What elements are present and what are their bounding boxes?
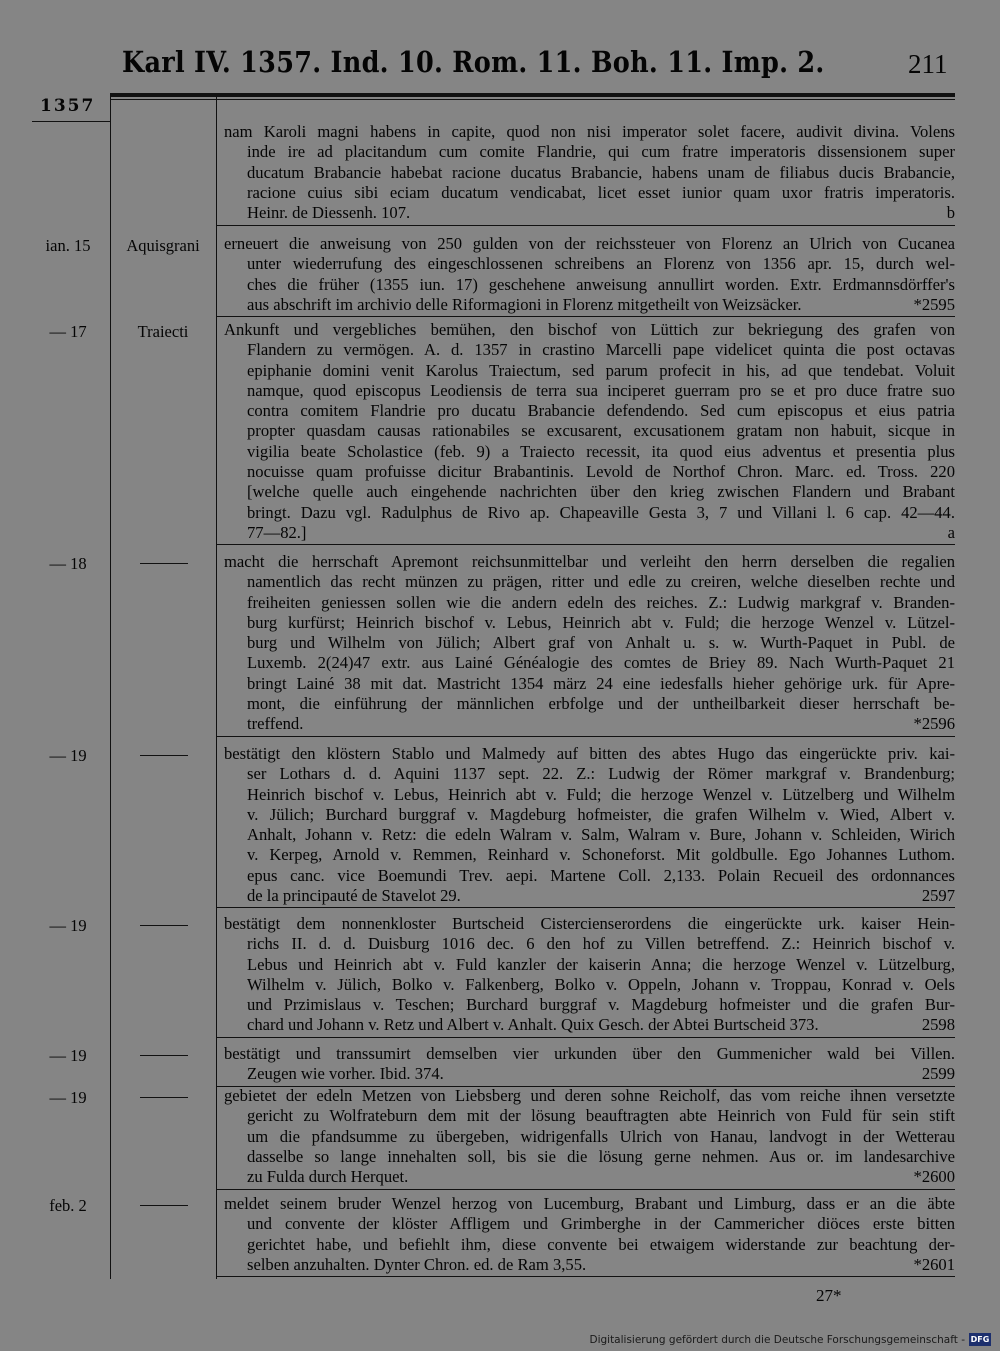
page-footer: [0, 1331, 1000, 1351]
text-line: [224, 1235, 955, 1255]
text-line-content: treffend.: [247, 714, 304, 734]
text-line: [224, 503, 955, 523]
place-dash: [140, 755, 188, 756]
text-line: [224, 381, 955, 401]
entry-separator: [216, 1189, 955, 1190]
text-line: [224, 1255, 955, 1275]
year-box: [32, 96, 110, 120]
text-line: [224, 674, 955, 694]
text-line-content: v. Kerpeg, Arnold v. Remmen, Reinhard v. Schoneforst. Mit goldbulle. Ego Johannes Luthom.: [247, 845, 955, 865]
text-line-content: Heinr. de Diessenh. 107.: [247, 203, 411, 223]
entry-date: — 19: [49, 1046, 87, 1065]
entry-text: [224, 234, 955, 315]
text-line: [224, 886, 955, 906]
text-line: [224, 866, 955, 886]
header-rule-thin: [110, 99, 955, 100]
text-line: [224, 462, 955, 482]
text-line: [224, 955, 955, 975]
text-line: [224, 295, 955, 315]
text-line: [224, 934, 955, 954]
text-line-content: gericht zu Wolfrateburn dem mit der lösung beauftragten abte Heinrich von Fuld für sein stift: [247, 1106, 955, 1126]
text-line-content: dasselbe so lange innehalten soll, bis sie die lösung gerne nehmen. Aus or. im landesarchive: [247, 1146, 955, 1166]
text-line: [224, 203, 955, 223]
text-line-content: [welche quelle auch eingehende nachrichten über den krieg zwischen Flandern und Brabant: [247, 482, 955, 502]
text-line: [224, 593, 955, 613]
text-line-content: 77—82.]: [247, 522, 307, 542]
entry-separator: [216, 316, 955, 317]
entry-separator: [216, 1276, 955, 1277]
entry-text: [224, 1194, 955, 1275]
year-label: 1357: [40, 96, 96, 116]
text-line-content: Ankunft und vergebliches bemühen, den bischof von Lüttich zur bekriegung des grafen von: [224, 320, 955, 339]
entry-number: 2597: [921, 886, 955, 906]
entry-date: — 18: [49, 554, 87, 573]
entry-place: Traiecti: [137, 322, 189, 341]
text-line-content: racione cuius sibi eciam ducatum vendicabat, licet esset iunior quam uxor fratris imperatoris.: [247, 182, 955, 202]
place-dash: [140, 1055, 188, 1056]
text-line: [224, 482, 955, 502]
text-line-content: nam Karoli magni habens in capite, quod non nisi imperator solet facere, audivit divina. Volens: [224, 122, 955, 141]
entry-number: *2601: [913, 1254, 955, 1274]
entry-number: *2595: [913, 294, 955, 314]
text-line: [224, 552, 955, 572]
text-line: [224, 523, 955, 543]
text-line-content: ches die früher (1355 iun. 17) geschehene anweisung annullirt worden. Extr. Erdmannsdörffer's: [247, 274, 955, 294]
entry-date: — 19: [49, 746, 87, 765]
text-line-content: burg und Wilhelm von Jülich; Albert graf von Anhalt u. s. w. Wurth-Paquet in Publ. de: [247, 633, 955, 653]
text-line: [224, 1015, 955, 1035]
text-line-content: gebietet der edeln Metzen von Liebsberg und deren sohne Reicholf, das vom reiche ihnen versetzte: [224, 1086, 955, 1105]
text-line-content: Lebus und Heinrich abt v. Fuld kanzler der kaiserin Anna; die herzoge Wenzel v. Lützelburg,: [247, 954, 955, 974]
text-line: [224, 1044, 955, 1064]
text-line-content: aus abschrift im archivio delle Riformagioni in Florenz mitgetheilt von Weizsäcker.: [247, 294, 802, 314]
text-line: [224, 744, 955, 764]
text-line: [224, 714, 955, 734]
text-line-content: Flandern zu vermögen. A. d. 1357 in crastino Marcelli pape videlicet quinta die post octavas: [247, 340, 955, 360]
text-line-content: bestätigt den klöstern Stablo und Malmedy auf bitten des abtes Hugo das eingerückte priv. kai-: [224, 744, 955, 763]
text-line-content: gerichtet habe, und befiehlt ihm, diese convente bei etwaigem widerstande zur beachtung der-: [247, 1234, 955, 1254]
text-line: [224, 142, 955, 162]
text-line: [224, 785, 955, 805]
text-line-content: nocuisse quam profuisse dicitur Brabantinis. Levold de Northof Chron. Marc. ed. Tross. 220: [247, 462, 955, 482]
entry-text: [224, 552, 955, 735]
entry-date: — 17: [49, 322, 87, 341]
place-dash: [140, 1097, 188, 1098]
entry-separator: [216, 1037, 955, 1038]
text-line-content: bringt Lainé 38 mit dat. Mastricht 1354 märz 24 eine iedesfalls hieher gehörige urk. für Apre-: [247, 673, 955, 693]
text-line-content: burg kurfürst; Heinrich bischof v. Lebus, Heinrich abt v. Fuld; die herzoge Wenzel v. Lützel-: [247, 612, 955, 632]
text-line: [224, 633, 955, 653]
entry-place: Aquisgrani: [126, 236, 200, 255]
dfg-logo: DFG: [970, 1335, 990, 1344]
text-line-content: namentlich das recht münzen zu prägen, ritter und edle zu creiren, welche dieselben rechte und: [247, 572, 955, 592]
text-line: [224, 254, 955, 274]
text-line: [224, 183, 955, 203]
text-line-content: bestätigt und transsumirt demselben vier urkunden über den Gummenicher wald bei Villen.: [224, 1044, 955, 1063]
text-line-content: meldet seinem bruder Wenzel herzog von Lucemburg, Brabant und Limburg, dass er an die äbte: [224, 1194, 955, 1213]
text-line-content: Zeugen wie vorher. Ibid. 374.: [247, 1064, 444, 1084]
text-line-content: de la principauté de Stavelot 29.: [247, 886, 461, 906]
text-line: [224, 1064, 955, 1084]
entry-date: ian. 15: [45, 236, 91, 255]
text-line-content: richs II. d. d. Duisburg 1016 dec. 6 den hof zu Villen betreffend. Z.: Heinrich bischof v.: [247, 934, 955, 954]
page-header: [0, 40, 1000, 90]
text-line-content: ser Lothars d. d. Aquini 1137 sept. 22. Z.: Ludwig der Römer markgraf v. Brandenburg;: [247, 764, 955, 784]
entry-text: [224, 914, 955, 1036]
text-line: [224, 764, 955, 784]
text-line-content: bringt. Dazu vgl. Radulphus de Rivo ap. Chapeaville Gesta 3, 7 und Villani l. 6 cap. 42—44.: [247, 502, 955, 522]
text-line: [224, 1106, 955, 1126]
entry-separator: [216, 736, 955, 737]
text-line-content: namque, quod episcopus Leodiensis de terra sua inciperet guerram pro se et pro duce fratre suo: [247, 380, 955, 400]
text-line-content: um die pfandsumme zu übergeben, widrigenfalls Ulrich von Hanau, landvogt in der Wetterau: [247, 1126, 955, 1146]
text-line-content: freiheiten geniessen sollen wie die andern edeln des reiches. Z.: Ludwig markgraf v. Branden-: [247, 592, 955, 612]
text-line-content: Heinrich bischof v. Lebus, Heinrich abt v. Fuld; die herzoge Wenzel v. Lützelberg und Wilhelm: [247, 784, 955, 804]
text-line: [224, 163, 955, 183]
footer-credit: Digitalisierung gefördert durch die Deutsche Forschungsgemeinschaft -: [589, 1334, 965, 1346]
text-line: [224, 1147, 955, 1167]
text-line-content: zu Fulda durch Herquet.: [247, 1167, 409, 1187]
text-line: [224, 914, 955, 934]
text-line: [224, 421, 955, 441]
place-dash: [140, 925, 188, 926]
entry-number: *2596: [913, 714, 955, 734]
entry-date: feb. 2: [49, 1196, 87, 1215]
text-line-content: macht die herrschaft Apremont reichsunmittelbar und verleiht den herrn derselben die regalien: [224, 552, 955, 571]
entry-number: *2600: [913, 1167, 955, 1187]
text-line-content: epus canc. vice Boemundi Trev. aepi. Martene Coll. 2,133. Polain Recueil des ordonnances: [247, 865, 955, 885]
text-line-content: v. Jülich; Burchard burggraf v. Magdeburg hofmeister, die grafen Wilhelm v. Wied, Albert v.: [247, 804, 955, 824]
entry-separator: [216, 544, 955, 545]
text-line-content: chard und Johann v. Retz und Albert v. Anhalt. Quix Gesch. der Abtei Burtscheid 373.: [247, 1015, 819, 1035]
text-line: [224, 1127, 955, 1147]
text-line-content: Luxemb. 2(24)47 extr. aus Lainé Généalogie des comtes de Briey 89. Nach Wurth-Paquet 21: [247, 653, 955, 673]
entry-number: 2599: [921, 1064, 955, 1084]
entry-text: [224, 122, 955, 223]
text-line: [224, 361, 955, 381]
text-line-content: ducatum Brabancie habebat racione ducatus Brabancie, habens unam de filiabus ducis Brabancie,: [247, 162, 955, 182]
entry-text: [224, 1044, 955, 1085]
text-line: [224, 320, 955, 340]
column-divider-place: [216, 96, 217, 1279]
text-line-content: und Przimislaus v. Teschen; Burchard burggraf v. Magdeburg hofmeister und die grafen Bur-: [247, 995, 955, 1015]
entry-text: [224, 744, 955, 906]
text-line-content: propter quasdam causas rationabiles se excusarent, excusationem gratam non habuit, sicque in: [247, 421, 955, 441]
text-line: [224, 442, 955, 462]
text-line-content: selben anzuhalten. Dynter Chron. ed. de Ram 3,55.: [247, 1254, 587, 1274]
text-line: [224, 995, 955, 1015]
text-line-content: Anhalt, Johann v. Retz: die edeln Walram v. Salm, Walram v. Bure, Johann v. Schleiden, Wirich: [247, 825, 955, 845]
entry-text: [224, 1086, 955, 1187]
text-line: [224, 805, 955, 825]
entry-number: b: [946, 203, 955, 223]
text-line: [224, 613, 955, 633]
text-line-content: mont, die einführung der männlichen erbfolge und der untheilbarkeit dieser herrschaft be-: [247, 694, 955, 714]
text-line-content: vigilia beate Scholastice (feb. 9) a Traiecto recessit, ita quod eius adventus et presentia plus: [247, 441, 955, 461]
text-line: [224, 845, 955, 865]
running-title: Karl IV. 1357. Ind. 10. Rom. 11. Boh. 11. Imp. 2.: [122, 45, 825, 79]
year-rule: [32, 121, 110, 122]
text-line: [224, 825, 955, 845]
entry-date: — 19: [49, 916, 87, 935]
text-line-content: erneuert die anweisung von 250 gulden von der reichssteuer von Florenz an Ulrich von Cucanea: [224, 234, 955, 253]
text-line-content: contra comitem Flandrie pro ducatu Brabancie defendendo. Sed cum episcopus et eius patria: [247, 401, 955, 421]
entry-number: a: [947, 522, 955, 542]
text-line: [224, 1194, 955, 1214]
text-line: [224, 653, 955, 673]
header-rule: [110, 93, 955, 97]
text-line: [224, 572, 955, 592]
text-line: [224, 1086, 955, 1106]
entry-text: [224, 320, 955, 543]
text-line: [224, 122, 955, 142]
entry-number: 2598: [921, 1015, 955, 1035]
text-line: [224, 401, 955, 421]
text-line: [224, 234, 955, 254]
text-line: [224, 340, 955, 360]
text-line: [224, 975, 955, 995]
column-divider-date: [110, 96, 111, 1279]
signature-mark: 27*: [816, 1286, 842, 1305]
text-line-content: Wilhelm v. Jülich, Bolko v. Falkenberg, Bolko v. Oppeln, Johann v. Troppau, Konrad v. Oels: [247, 974, 955, 994]
text-line-content: inde ire ad placitandum cum comite Flandrie, qui cum fratre imperatoris dissensionem super: [247, 142, 955, 162]
entry-separator: [216, 907, 955, 908]
text-line-content: bestätigt dem nonnenkloster Burtscheid Cistercienserordens die eingerückte urk. kaiser Hein-: [224, 914, 955, 933]
place-dash: [140, 563, 188, 564]
entry-separator: [216, 225, 955, 226]
page-number: 211: [908, 49, 948, 79]
text-line: [224, 1167, 955, 1187]
text-line-content: unter wiederrufung des eingeschlossenen schreibens an Florenz von 1356 apr. 15, durch wel-: [247, 254, 955, 274]
entry-date: — 19: [49, 1088, 87, 1107]
place-dash: [140, 1205, 188, 1206]
text-line-content: epiphanie domini venit Karolus Traiectum, sed parum profecit in his, ad que tendebat. Voluit: [247, 360, 955, 380]
text-line: [224, 694, 955, 714]
text-line: [224, 275, 955, 295]
text-line-content: und convente der klöster Affligem und Grimberghe in der Cammericher diöces erste bitten: [247, 1214, 955, 1234]
text-line: [224, 1214, 955, 1234]
